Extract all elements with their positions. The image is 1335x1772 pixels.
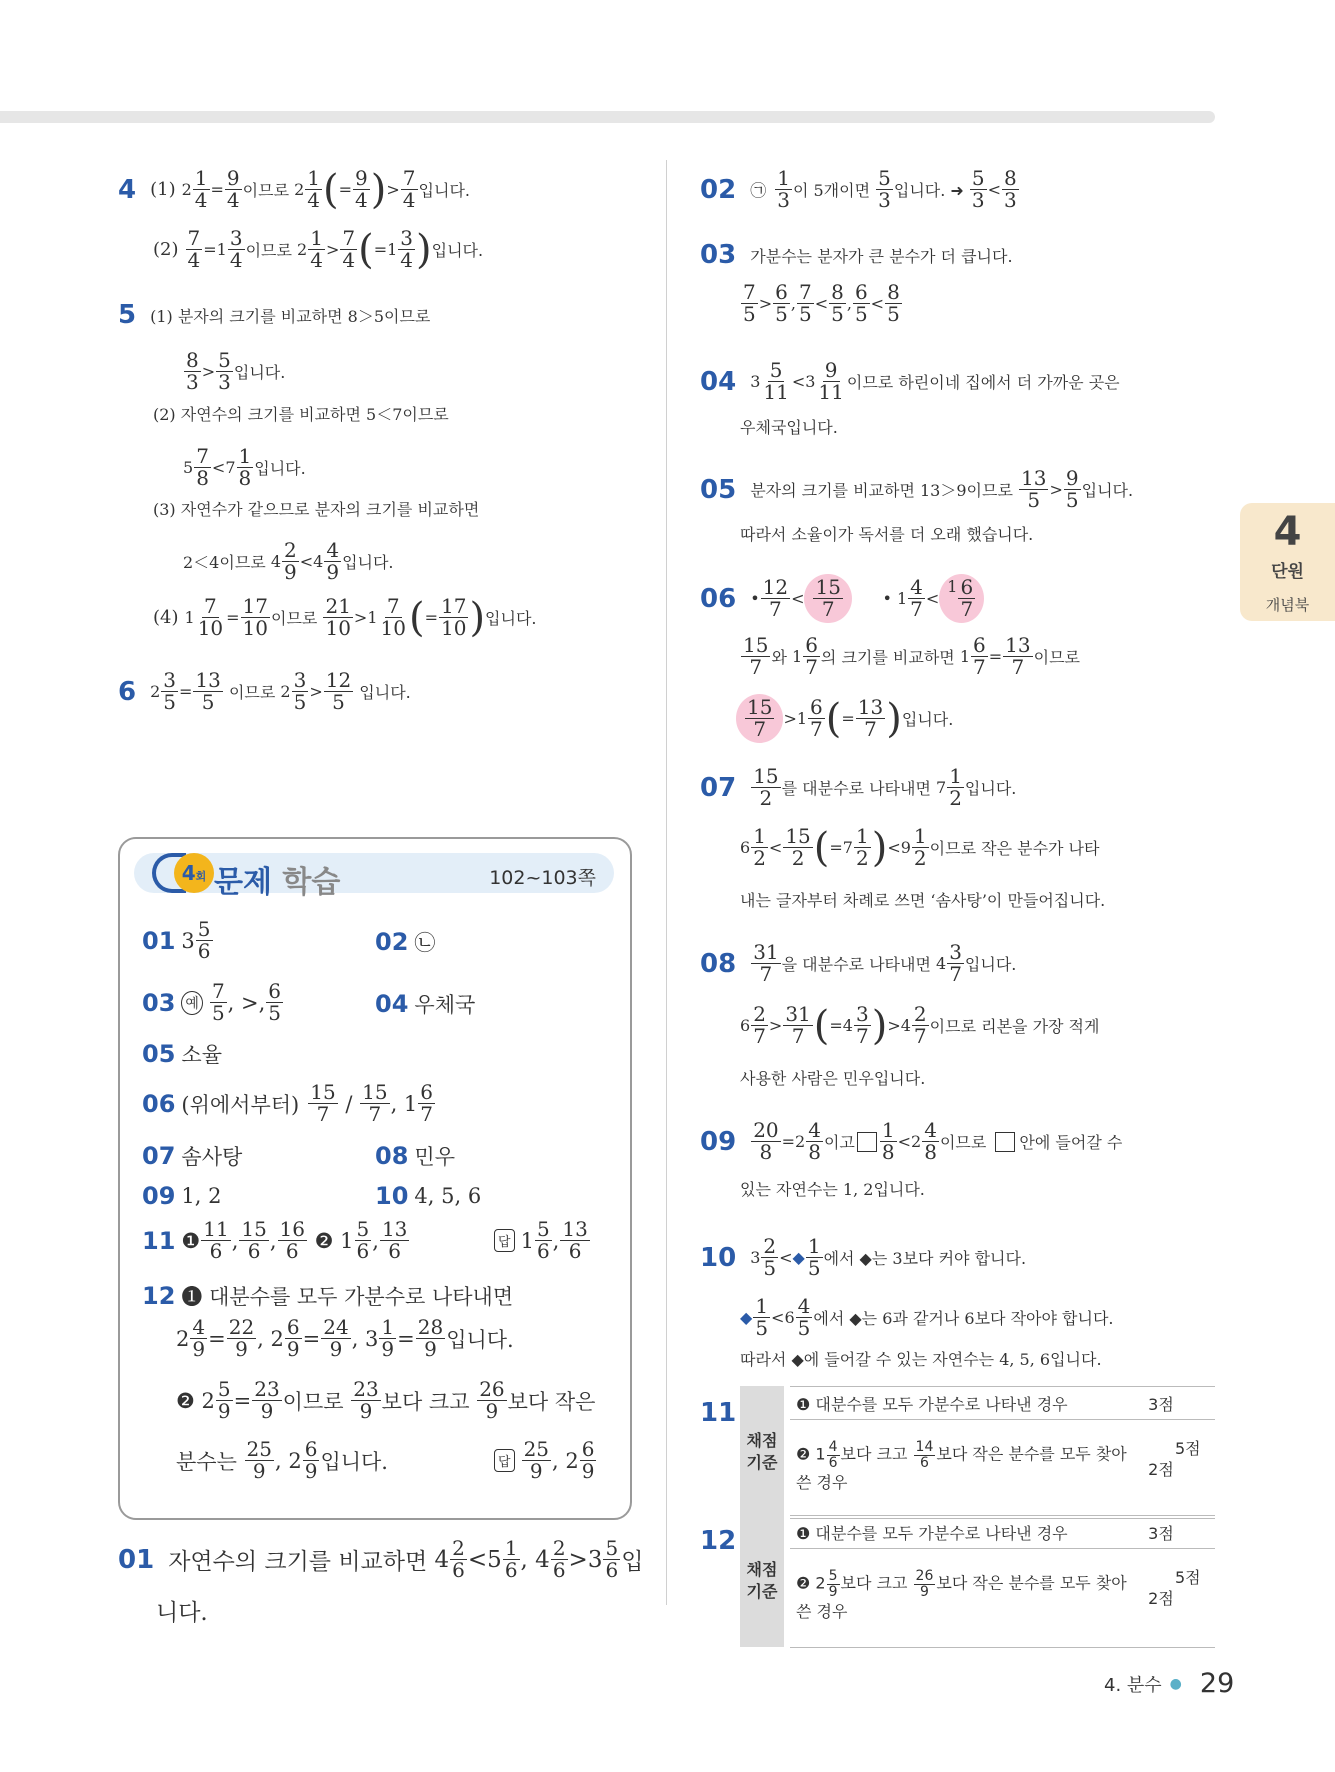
q01-line2: 니다. [156,1600,208,1626]
q04-line1: 04 3 5 11 <3 9 11 이므로 하린이네 집에서 더 가까운 곳은 [700,358,1120,404]
q10-line3: 따라서 ◆에 들어갈 수 있는 자연수는 4, 5, 6입니다. [740,1350,1102,1369]
box-title: 문제 학습 [214,865,341,900]
q08-line2: 6 2 7 > 31 7 ( =4 3 7 ) >4 2 7 이므로 리본을 가장 적게 [740,1002,1100,1049]
top-bar [0,111,1215,123]
q08-line3: 사용한 사람은 민우입니다. [740,1069,926,1088]
q03-line1: 03 가분수는 분자가 큰 분수가 더 큽니다. [700,240,1013,270]
answer-04: 04 우체국 [375,990,476,1018]
q4-number: 4 [118,174,137,205]
q5-line3: (2) 자연수의 크기를 비교하면 5＜7이므로 [153,405,449,424]
q06-line2: 15 7 와 1 6 7 의 크기를 비교하면 1 6 7 = 13 7 이므로 [743,633,1080,679]
q11-score-table: 채점 기준 ❶ 대분수를 모두 가분수로 나타낸 경우 3점 ❷ 1 $\frac{4}{6}$ 보다 크고 $\frac{14}{6}$ 보다 작은 분수를 모두 찾아 쓴 경우 2점 5점 [740,1386,1215,1518]
answer-12-final: 답 25 9 , 2 6 9 [494,1439,597,1482]
q07-line1: 07 15 2 를 대분수로 나타내면 7 1 2 입니다. [700,764,1017,810]
q11-number: 11 [700,1398,737,1428]
column-divider [666,160,667,1605]
q12-number: 12 [700,1526,737,1556]
q06-line1: 06 • 12 7 < 15 7 • 1 4 7 < 1 6 7 [700,574,984,623]
q12-score-table: 채점 기준 ❶ 대분수를 모두 가분수로 나타낸 경우 3점 ❷ 2 $\frac{5}{9}$ 보다 크고 $\frac{26}{9}$ 보다 작은 분수를 모두 찾아 쓴 경우 2점 5점 [740,1515,1215,1647]
answer-06: 06 (위에서부터) 15 7 / 15 7 , 1 6 7 [142,1080,434,1126]
session-badge: 4회 [174,853,214,893]
q09-line2: 있는 자연수는 1, 2입니다. [740,1180,925,1199]
answer-02: 02 ㉡ [375,928,436,956]
q5-line1: 5 (1) 분자의 크기를 비교하면 8＞5이므로 [118,300,431,330]
q07-line3: 내는 글자부터 차례로 쓰면 ‘솜사탕’이 만들어집니다. [740,891,1106,910]
answer-box [118,837,632,1520]
answer-10: 10 4, 5, 6 [375,1182,482,1210]
page-footer: 4. 분수 ● 29 [1104,1668,1235,1699]
q10-line1: 10 3 2 5 < ◆ 1 5 에서 ◆는 3보다 커야 합니다. [700,1234,1027,1280]
answer-box-header [134,853,614,900]
q5-line5: (3) 자연수가 같으므로 분자의 크기를 비교하면 [153,500,480,519]
q01-line1: 01 자연수의 크기를 비교하면 4 2 6 <5 1 6 , 4 2 6 >3 5 6 입 [118,1536,644,1582]
page-number: 29 [1199,1668,1235,1699]
answer-05: 05 소율 [142,1040,222,1068]
footer-chapter: 4. 분수 [1104,1674,1162,1696]
q04-line2: 우체국입니다. [740,418,838,437]
q07-line2: 6 1 2 < 15 2 ( =7 1 2 ) <9 1 2 이므로 작은 분수가 나타 [740,824,1100,871]
answer-12-line3: ❷ 2 5 9 = 23 9 이므로 23 9 보다 크고 26 9 보다 작은 [176,1377,596,1423]
answer-11-final: 답 1 5 6 , 13 6 [494,1219,591,1262]
q03-line2: 7 5 > 6 5 , 7 5 < 8 5 , 6 5 < 8 5 [743,280,900,326]
answer-03: 03 예 7 5 , >, 6 5 [142,979,282,1025]
q06-line3: 15 7 >1 6 7 ( = 13 7 ) 입니다. [736,694,953,743]
q6-line: 6 2 3 5 = 13 5 이므로 2 3 5 > 12 5 입니다. [118,668,411,714]
answer-12-line2: 2 4 9 = 22 9 , 2 6 9 = 24 9 , 3 1 9 = 28 9 입니다. [176,1315,514,1361]
answer-12-line1: 12 ❶ 대분수를 모두 가분수로 나타내면 [142,1282,514,1310]
q08-line1: 08 31 7 을 대분수로 나타내면 4 3 7 입니다. [700,940,1017,986]
q5-line7: (4) 1 7 10 = 17 10 이므로 21 10 >1 7 10 ( = 17 10 ) 입니다. [153,594,537,641]
answer-08: 08 민우 [375,1142,455,1170]
q5-line6: 2＜4이므로 4 2 9 <4 4 9 입니다. [183,538,394,584]
q02-line: 02 ㉠ 1 3 이 5개이면 5 3 입니다. ➜ 5 3 < 8 3 [700,166,1017,212]
q4-line2: (2) 7 4 =1 3 4 이므로 2 1 4 > 7 4 ( =1 3 4 ) 입니다. [153,226,484,273]
answer-07: 07 솜사탕 [142,1142,243,1170]
answer-12-line4: 분수는 25 9 , 2 6 9 입니다. [176,1437,388,1483]
q09-line1: 09 20 8 =2 4 8 이고 1 8 <2 4 8 이므로 안에 들어갈 수 [700,1118,1123,1164]
q05-line2: 따라서 소율이가 독서를 더 오래 했습니다. [740,525,1034,544]
q10-line2: ◆ 1 5 <6 4 5 에서 ◆는 6과 같거나 6보다 작아야 합니다. [740,1294,1114,1340]
box-pages: 102~103쪽 [489,867,596,889]
answer-09: 09 1, 2 [142,1182,222,1210]
q5-line2: 8 3 > 5 3 입니다. [186,348,286,394]
q4-line1: 4 (1) 2 1 4 = 9 4 이므로 2 1 4 ( = 9 4 ) > 7 4 입니다. [118,166,470,213]
chapter-side-tab: 4 단원 개념북 [1240,503,1335,621]
answer-01: 01 3 5 6 [142,917,211,963]
q5-line4: 5 7 8 <7 1 8 입니다. [183,444,306,490]
q05-line1: 05 분자의 크기를 비교하면 13＞9이므로 13 5 > 9 5 입니다. [700,466,1134,512]
answer-11: 11 ❶ 11 6 , 15 6 , 16 6 ❷ 1 5 6 , 13 6 [142,1217,408,1263]
